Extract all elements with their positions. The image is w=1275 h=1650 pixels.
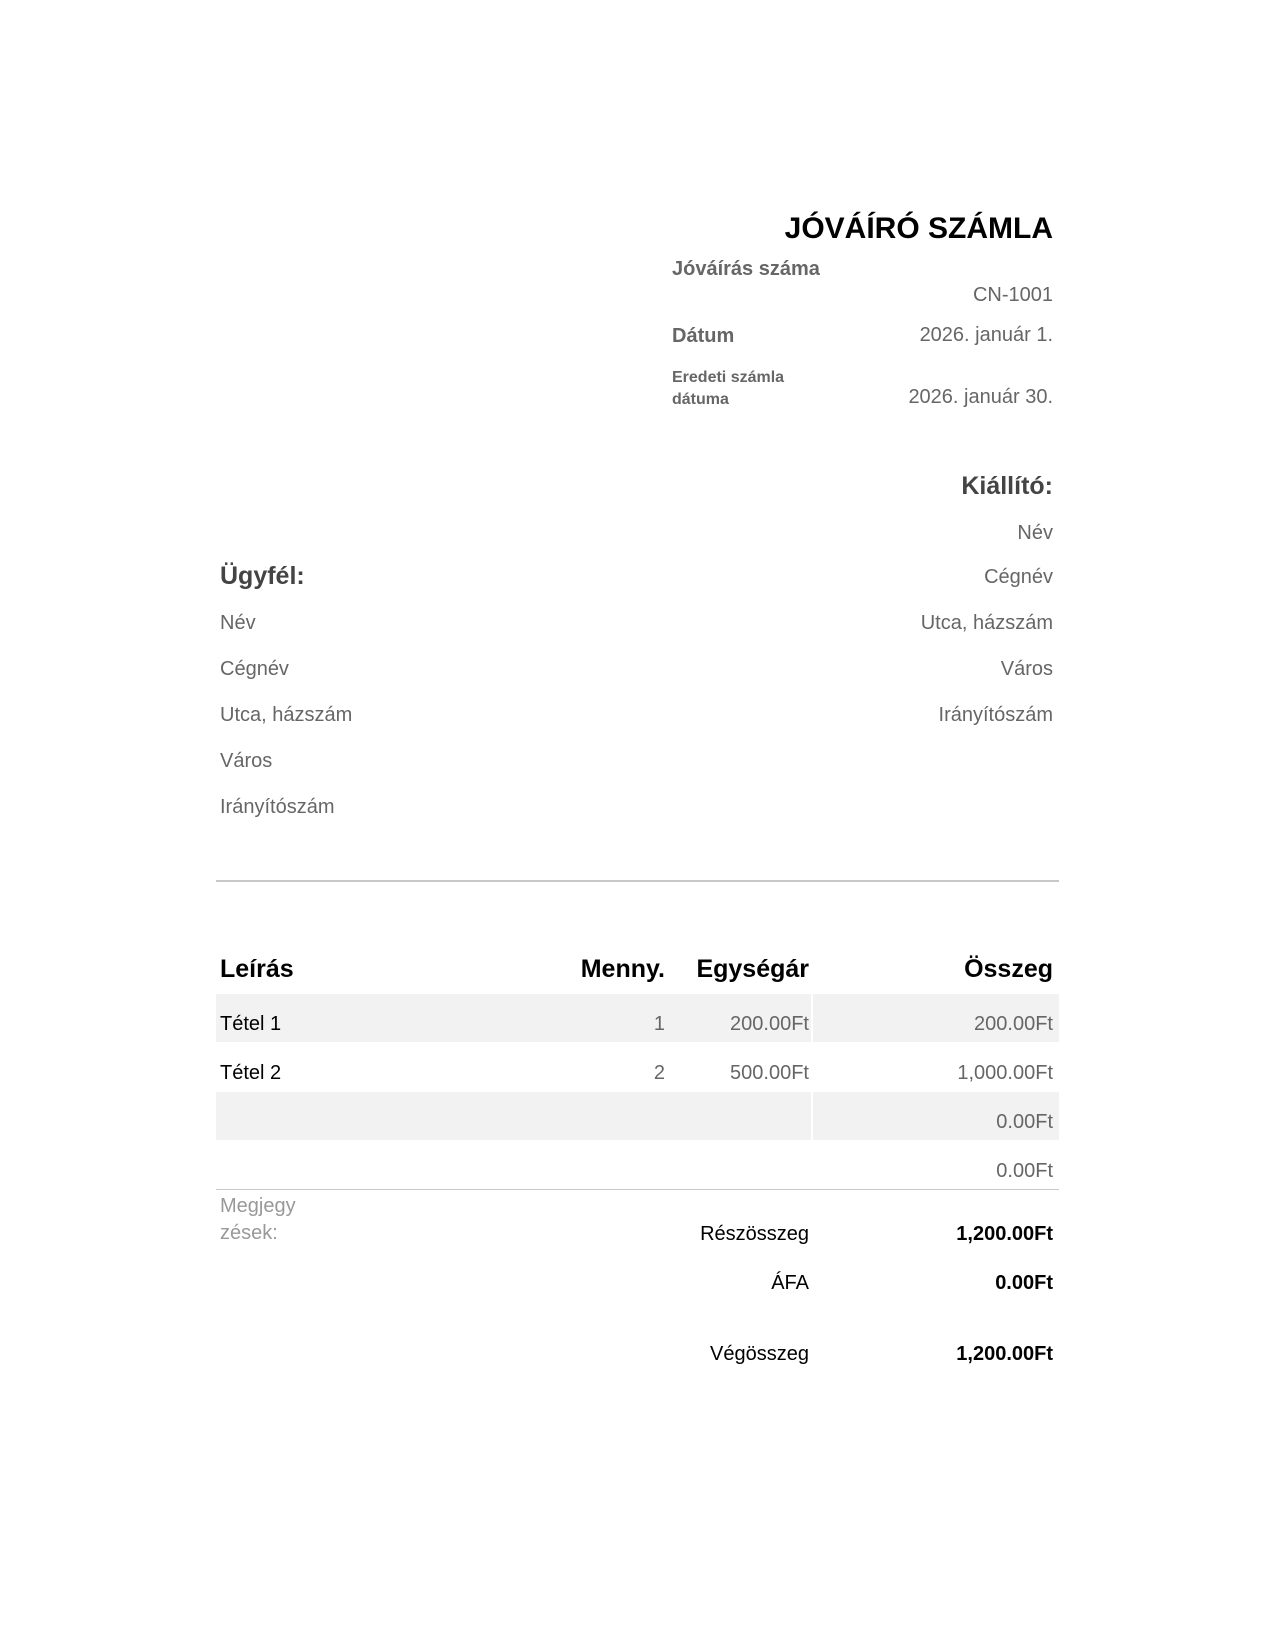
section-divider (216, 880, 1059, 882)
column-header-description: Leírás (220, 955, 294, 983)
vat-value: 0.00Ft (995, 1272, 1053, 1294)
table-bottom-rule (216, 1189, 1059, 1190)
subtotal-label: Részösszeg (700, 1223, 809, 1245)
issuer-name: Név (1017, 522, 1053, 544)
issuer-zip: Irányítószám (938, 704, 1053, 726)
credit-number-label: Jóváírás száma (672, 258, 820, 280)
customer-city: Város (220, 750, 273, 772)
column-header-amount: Összeg (964, 955, 1053, 983)
row-amount: 0.00Ft (996, 1111, 1053, 1133)
row-unit-price: 200.00Ft (730, 1013, 809, 1035)
date-label: Dátum (672, 325, 735, 347)
row-amount: 1,000.00Ft (957, 1062, 1053, 1084)
row-amount: 0.00Ft (996, 1160, 1053, 1182)
customer-heading: Ügyfél: (220, 562, 305, 590)
credit-number-value: CN-1001 (972, 284, 1053, 306)
total-value: 1,200.00Ft (956, 1343, 1053, 1365)
document-title: JÓVÁÍRÓ SZÁMLA (784, 212, 1053, 245)
notes-label: Megjegyzések: (220, 1195, 296, 1244)
customer-street: Utca, házszám (220, 704, 353, 726)
row-quantity: 1 (653, 1013, 665, 1035)
row-description: Tétel 2 (220, 1062, 282, 1084)
issuer-city: Város (1000, 658, 1053, 680)
original-date-label: Eredeti számla dátuma (672, 369, 785, 408)
row-amount: 200.00Ft (974, 1013, 1053, 1035)
customer-name: Név (220, 612, 256, 634)
subtotal-value: 1,200.00Ft (956, 1223, 1053, 1245)
issuer-company: Cégnév (984, 566, 1053, 588)
customer-company: Cégnév (220, 658, 289, 680)
customer-zip: Irányítószám (220, 796, 335, 818)
row-description: Tétel 1 (220, 1013, 282, 1035)
issuer-heading: Kiállító: (961, 472, 1053, 500)
date-value: 2026. január 1. (919, 324, 1053, 346)
row-quantity: 2 (653, 1062, 665, 1084)
column-header-unit-price: Egységár (696, 955, 809, 983)
vat-label: ÁFA (771, 1272, 809, 1294)
column-header-quantity: Menny. (580, 955, 665, 983)
table-row-band (216, 1092, 1059, 1140)
original-date-value: 2026. január 30. (908, 386, 1053, 408)
row-unit-price: 500.00Ft (730, 1062, 809, 1084)
total-label: Végösszeg (710, 1343, 809, 1365)
table-row-band (216, 994, 1059, 1042)
issuer-street: Utca, házszám (920, 612, 1053, 634)
